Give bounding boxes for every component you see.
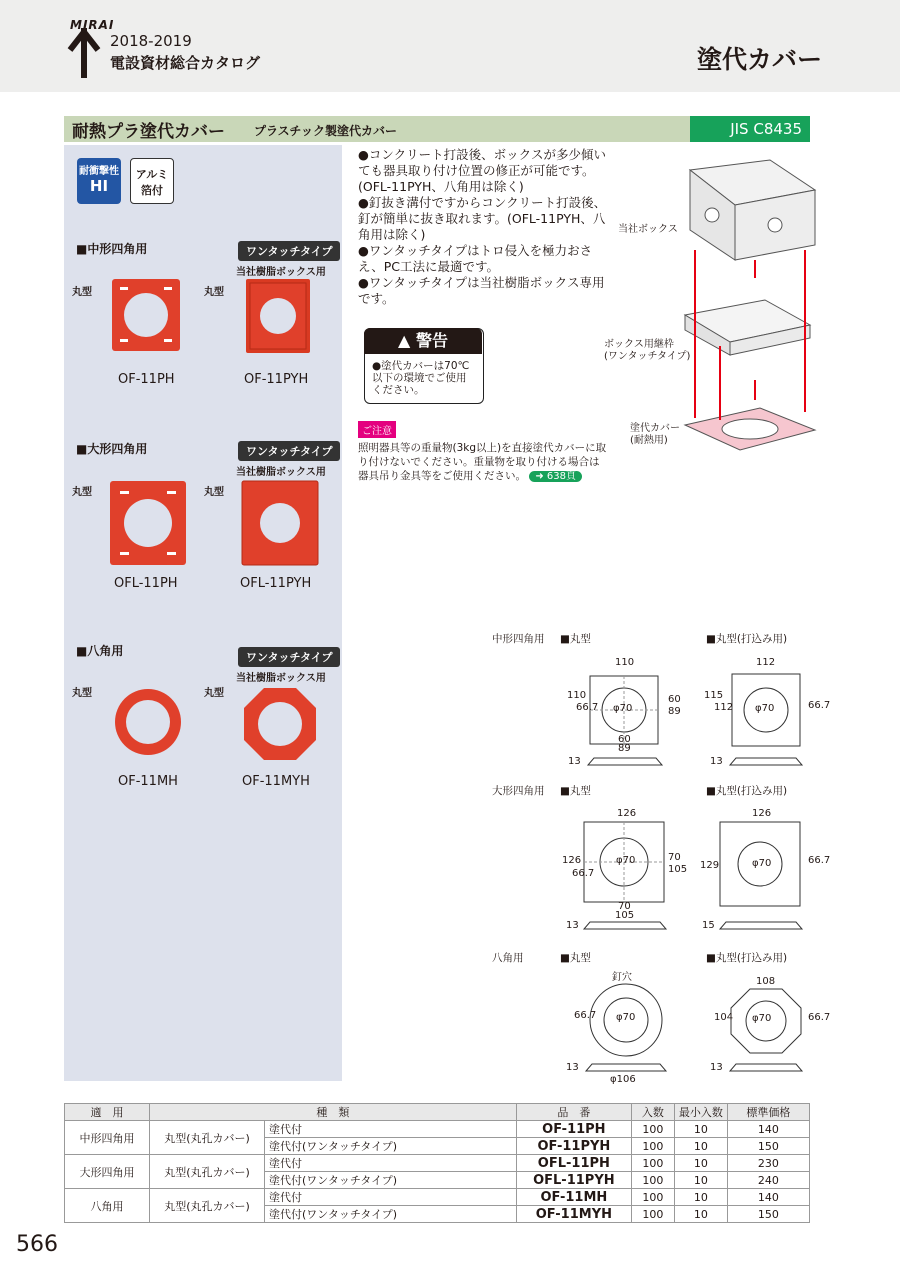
cell-min-qty: 10 [674, 1206, 727, 1223]
cell-qty: 100 [631, 1172, 674, 1189]
feature-item: ●コンクリート打設後、ボックスが多少傾いても器具取り付け位置の修正が可能です。(OFL-11PYH、八角用は除く) [358, 147, 607, 194]
cell-price: 240 [727, 1172, 809, 1189]
dim-value: 104 [714, 1012, 734, 1023]
dim-value: 110 [615, 657, 635, 668]
caution-tag: ご注意 [358, 421, 396, 438]
dim-type: ■丸型(打込み用) [706, 785, 788, 797]
cell-kind: 塗代付(ワンタッチタイプ) [265, 1206, 517, 1223]
of-11ph-product-image [108, 275, 184, 355]
onetouch-note: 当社樹脂ボックス用 [236, 267, 326, 278]
cover-label-1: 塗代カバー [630, 423, 680, 434]
cell-price: 140 [727, 1189, 809, 1206]
ofl-11ph-profile [582, 918, 668, 932]
box-label: 当社ボックス [618, 224, 678, 235]
table-row [65, 1121, 810, 1138]
shape-label: 丸型 [204, 287, 224, 298]
table-row [65, 1189, 810, 1206]
col-header: 最小入数 [674, 1104, 727, 1121]
dim-value: 126 [562, 855, 582, 866]
dim-type: ■丸型(打込み用) [706, 952, 788, 964]
dim-value: 115 [704, 690, 724, 701]
dim-value: 89 [618, 743, 631, 754]
onetouch-tag: ワンタッチタイプ [238, 441, 340, 461]
alu-badge-line1: アルミ [135, 168, 169, 181]
group-title: ■大形四角用 [76, 442, 148, 456]
col-header: 適 用 [65, 1104, 150, 1121]
dim-value: 126 [752, 808, 772, 819]
dim-value: φ70 [616, 1012, 636, 1023]
dim-value: 66.7 [576, 702, 599, 713]
shape-label: 丸型 [204, 487, 224, 498]
shape-label: 丸型 [72, 287, 92, 298]
logo-text: MIRAI [70, 18, 115, 32]
warning-text: ●塗代カバーは70℃以下の環境でご使用ください。 [372, 360, 470, 396]
dim-value: 105 [615, 910, 635, 921]
cell-type: 丸型(丸孔カバー) [150, 1121, 265, 1155]
cell-part-number: OF-11PH [516, 1121, 631, 1138]
dim-value: 13 [710, 1062, 723, 1073]
table-row [65, 1155, 810, 1172]
of-11ph-profile [586, 754, 664, 768]
dim-value: φ70 [752, 1013, 772, 1024]
cell-min-qty: 10 [674, 1189, 727, 1206]
of-11mh-product-image [112, 686, 184, 758]
cell-price: 150 [727, 1138, 809, 1155]
product-code: OF-11PH [118, 372, 175, 387]
dim-value: 13 [568, 756, 581, 767]
page-category: 塗代カバー [696, 45, 822, 74]
product-code: OF-11PYH [244, 372, 309, 387]
cell-part-number: OF-11MH [516, 1189, 631, 1206]
product-code: OFL-11PH [114, 576, 178, 591]
warning-triangle-icon: ▲ [398, 331, 411, 350]
cell-qty: 100 [631, 1189, 674, 1206]
feature-item: ●ワンタッチタイプはトロ侵入を極力おさえ、PC工法に最適です。 [358, 243, 593, 274]
dim-value: 60 [618, 734, 631, 745]
product-code: OF-11MYH [242, 774, 310, 789]
caution-body: 照明器具等の重量物(3kg以上)を直接塗代カバーに取り付けないでください。重量物を取り付ける場合は器具吊り金具等をご使用ください。 [358, 442, 607, 482]
cell-part-number: OFL-11PYH [516, 1172, 631, 1189]
spec-table [64, 1103, 810, 1223]
catalog-year: 2018-2019 [110, 32, 192, 50]
dim-value: 60 [668, 694, 681, 705]
dim-value: 110 [567, 690, 587, 701]
jis-standard: JIS C8435 [690, 116, 810, 142]
dim-value: 66.7 [808, 700, 831, 711]
cell-min-qty: 10 [674, 1172, 727, 1189]
page-ref-link[interactable]: ➜ 638頁 [529, 471, 582, 482]
dim-value: 112 [756, 657, 776, 668]
dim-value: 13 [566, 920, 579, 931]
of-11myh-product-image [240, 684, 320, 764]
cell-qty: 100 [631, 1206, 674, 1223]
cell-use: 八角用 [65, 1189, 150, 1223]
dim-value: 66.7 [808, 855, 831, 866]
cell-min-qty: 10 [674, 1138, 727, 1155]
dim-type: ■丸型 [560, 785, 591, 797]
onetouch-note: 当社樹脂ボックス用 [236, 467, 326, 478]
cell-price: 230 [727, 1155, 809, 1172]
dim-value: 66.7 [572, 868, 595, 879]
caution-text [358, 441, 608, 484]
feature-list [358, 147, 608, 307]
feature-item: ●釘抜き溝付ですからコンクリート打設後、釘が簡単に抜き取れます。(OFL-11PYH、八角用は除く) [358, 195, 607, 242]
col-header: 標準価格 [727, 1104, 809, 1121]
cover-label-2: (耐熱用) [630, 435, 668, 446]
shape-label: 丸型 [72, 688, 92, 699]
dim-value: φ70 [616, 855, 636, 866]
dim-value: φ70 [752, 858, 772, 869]
cell-use: 中形四角用 [65, 1121, 150, 1155]
cell-kind: 塗代付 [265, 1121, 517, 1138]
dim-value: 89 [668, 706, 681, 717]
dim-value: 66.7 [808, 1012, 831, 1023]
dim-type: ■丸型 [560, 633, 591, 645]
cell-part-number: OF-11PYH [516, 1138, 631, 1155]
page-ref-label: 638頁 [546, 471, 576, 482]
onetouch-tag: ワンタッチタイプ [238, 647, 340, 667]
dim-value: 105 [668, 864, 688, 875]
cell-kind: 塗代付 [265, 1189, 517, 1206]
frame-label-2: (ワンタッチタイプ) [604, 351, 691, 362]
cell-kind: 塗代付(ワンタッチタイプ) [265, 1138, 517, 1155]
frame-label-1: ボックス用継枠 [604, 339, 674, 350]
dim-value: 15 [702, 920, 715, 931]
cell-use: 大形四角用 [65, 1155, 150, 1189]
col-header: 種 類 [150, 1104, 517, 1121]
warning-title-text: 警告 [415, 331, 448, 350]
dim-value: 70 [668, 852, 681, 863]
group-title: ■八角用 [76, 644, 124, 658]
section-title: 耐熱プラ塗代カバー [72, 122, 225, 142]
cell-part-number: OFL-11PH [516, 1155, 631, 1172]
shape-label: 丸型 [204, 688, 224, 699]
cell-price: 140 [727, 1121, 809, 1138]
dim-value: 112 [714, 702, 734, 713]
cell-kind: 塗代付(ワンタッチタイプ) [265, 1172, 517, 1189]
cell-type: 丸型(丸孔カバー) [150, 1155, 265, 1189]
dim-value: φ70 [755, 703, 775, 714]
of-11myh-profile [728, 1060, 804, 1074]
dim-value: φ70 [613, 703, 633, 714]
alu-badge [130, 158, 174, 204]
cell-qty: 100 [631, 1138, 674, 1155]
onetouch-tag: ワンタッチタイプ [238, 241, 340, 261]
catalog-title: 電設資材総合カタログ [110, 54, 261, 72]
warning-title [364, 328, 482, 354]
impact-badge-line2: HI [89, 177, 109, 195]
cell-qty: 100 [631, 1121, 674, 1138]
ofl-11ph-product-image [106, 477, 190, 569]
cell-min-qty: 10 [674, 1121, 727, 1138]
dim-category: 八角用 [492, 952, 524, 964]
onetouch-note: 当社樹脂ボックス用 [236, 673, 326, 684]
shape-label: 丸型 [72, 487, 92, 498]
product-code: OFL-11PYH [240, 576, 312, 591]
impact-badge-line1: 耐衝撃性 [79, 166, 119, 177]
dim-category: 大形四角用 [492, 785, 545, 797]
assembly-diagram [600, 150, 825, 460]
of-11pyh-profile [728, 754, 804, 768]
dim-value: 13 [710, 756, 723, 767]
dim-type: ■丸型(打込み用) [706, 633, 788, 645]
dim-type: ■丸型 [560, 952, 591, 964]
ofl-11pyh-product-image [238, 477, 322, 569]
cell-type: 丸型(丸孔カバー) [150, 1189, 265, 1223]
dim-value: 129 [700, 860, 720, 871]
nail-hole-label: 釘穴 [612, 972, 632, 983]
dim-value: 108 [756, 976, 776, 987]
cell-kind: 塗代付 [265, 1155, 517, 1172]
ofl-11pyh-profile [718, 918, 804, 932]
dim-value: φ106 [610, 1074, 636, 1085]
cell-price: 150 [727, 1206, 809, 1223]
impact-badge [77, 158, 121, 204]
alu-badge-line2: 箔付 [141, 184, 163, 197]
cell-min-qty: 10 [674, 1155, 727, 1172]
cell-qty: 100 [631, 1155, 674, 1172]
cell-part-number: OF-11MYH [516, 1206, 631, 1223]
feature-item: ●ワンタッチタイプは当社樹脂ボックス専用です。 [358, 275, 605, 306]
product-code: OF-11MH [118, 774, 178, 789]
dim-category: 中形四角用 [492, 633, 545, 645]
section-subtitle: プラスチック製塗代カバー [254, 124, 398, 138]
dim-value: 126 [617, 808, 637, 819]
col-header: 品 番 [516, 1104, 631, 1121]
of-11pyh-product-image [242, 275, 314, 357]
col-header: 入数 [631, 1104, 674, 1121]
table-header-row [65, 1104, 810, 1121]
group-title: ■中形四角用 [76, 242, 148, 256]
dim-value: 70 [618, 901, 631, 912]
of-11mh-profile [584, 1060, 668, 1074]
dim-value: 66.7 [574, 1010, 597, 1021]
dim-value: 13 [566, 1062, 579, 1073]
page-number: 566 [16, 1232, 58, 1257]
